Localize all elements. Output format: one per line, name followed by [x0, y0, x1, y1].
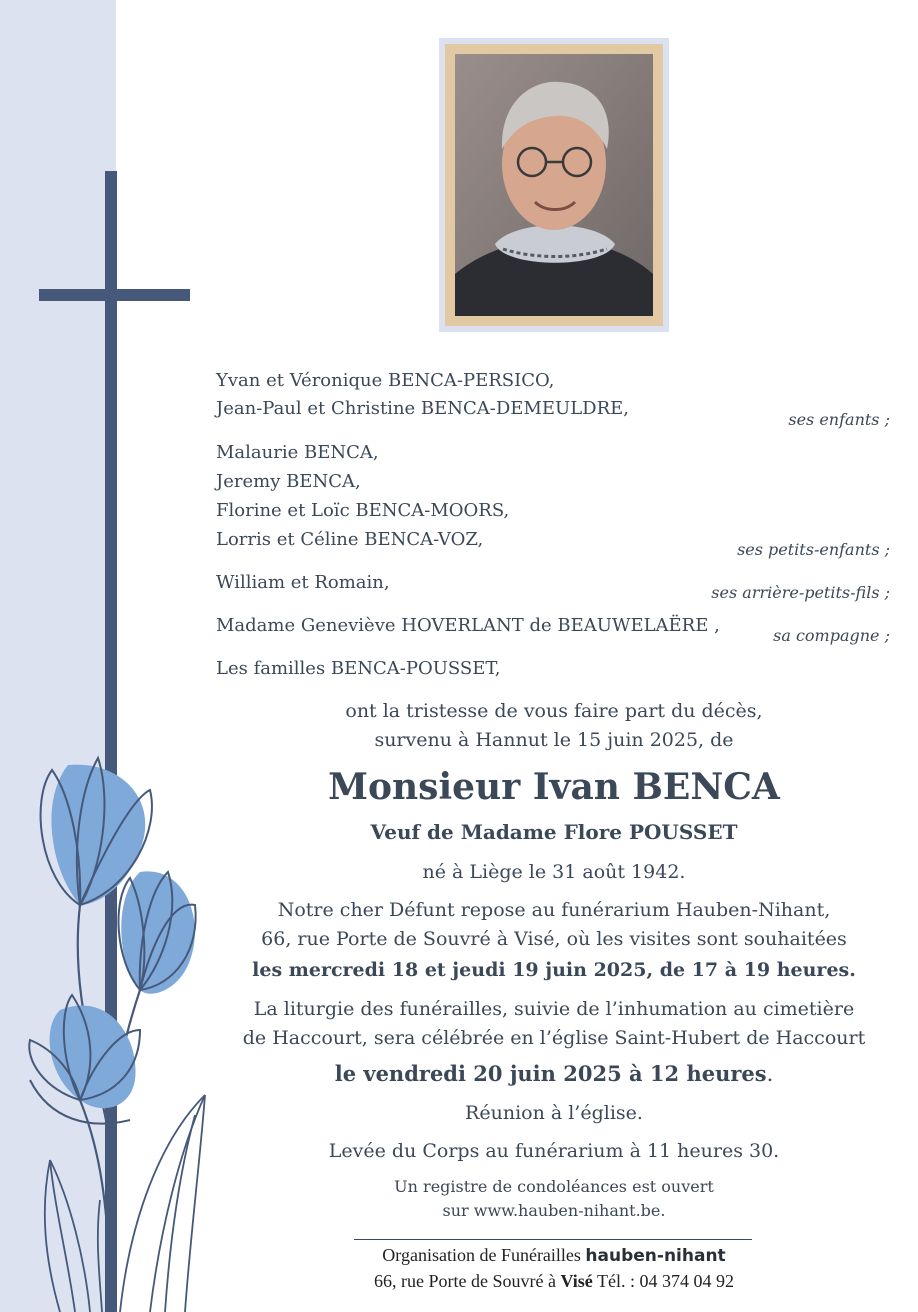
portrait-mat [445, 44, 663, 326]
footer-org-prefix: Organisation de Funérailles [382, 1245, 581, 1265]
meeting-info: Réunion à l’église. [465, 1102, 643, 1124]
grandchild-4: Lorris et Céline BENCA-VOZ, [216, 529, 484, 550]
funeral-line-1: La liturgie des funérailles, suivie de l’inhumation au cimetière [253, 998, 855, 1020]
funeral-line-2: de Haccourt, sera célébrée en l’église Saint-Hubert de Haccourt [242, 1027, 866, 1049]
footer-phone: Tél. : 04 374 04 92 [596, 1271, 734, 1291]
footer-address [300, 1271, 808, 1292]
condolences-line-1: Un registre de condoléances est ouvert [394, 1177, 714, 1196]
tulip-middle-icon [119, 871, 196, 993]
visitation-line-1: Notre cher Défunt repose au funérarium Hauben-Nihant, [277, 899, 831, 921]
grandchild-1: Malaurie BENCA, [216, 442, 379, 463]
footer-divider [354, 1239, 752, 1240]
grandchild-3: Florine et Loïc BENCA-MOORS, [216, 500, 510, 521]
child-2: Jean-Paul et Christine BENCA-DEMEULDRE, [216, 398, 629, 419]
grandchildren-label: ses petits-enfants ; [737, 540, 890, 559]
cross-vertical-bar [105, 171, 117, 1312]
portrait-person-icon [455, 54, 653, 316]
footer-organisation [300, 1245, 808, 1266]
great-grandchildren-label: ses arrière-petits-fils ; [711, 583, 890, 602]
leaves-icon [45, 1095, 205, 1312]
visitation-dates: les mercredi 18 et jeudi 19 juin 2025, de 17 à 19 heures. [252, 959, 856, 981]
child-1: Yvan et Véronique BENCA-PERSICO, [216, 370, 555, 391]
visitation-line-2: 66, rue Porte de Souvré à Visé, où les visites sont souhaitées [261, 928, 847, 950]
cross-horizontal-bar [39, 289, 190, 301]
departure-info: Levée du Corps au funérarium à 11 heures 30. [328, 1140, 780, 1162]
funeral-date-end: . [766, 1062, 774, 1086]
condolences-line-2: sur www.hauben-nihant.be. [442, 1201, 666, 1220]
children-label: ses enfants ; [788, 410, 890, 429]
birth-info: né à Liège le 31 août 1942. [422, 861, 686, 883]
companion-label: sa compagne ; [773, 626, 890, 645]
footer-address-city: Visé [560, 1271, 593, 1291]
deceased-name: Monsieur Ivan BENCA [328, 766, 780, 808]
footer-brand-logo: hauben-nihant [585, 1246, 726, 1266]
widow-of: Veuf de Madame Flore POUSSET [370, 820, 738, 844]
grandchild-2: Jeremy BENCA, [216, 471, 361, 492]
portrait-frame [439, 38, 669, 332]
portrait-photo [455, 54, 653, 316]
funeral-date: le vendredi 20 juin 2025 à 12 heures [334, 1061, 767, 1086]
companion: Madame Geneviève HOVERLANT de BEAUWELAËRE , [216, 615, 720, 636]
announcement-line-2: survenu à Hannut le 15 juin 2025, de [374, 729, 734, 751]
tulip-bottom-icon [29, 995, 140, 1124]
funeral-date-line [200, 1058, 908, 1090]
families: Les familles BENCA-POUSSET, [216, 658, 501, 679]
announcement-line-1: ont la tristesse de vous faire part du décès, [345, 700, 763, 722]
footer-address-prefix: 66, rue Porte de Souvré à [374, 1271, 556, 1291]
great-grandchildren: William et Romain, [216, 572, 390, 593]
